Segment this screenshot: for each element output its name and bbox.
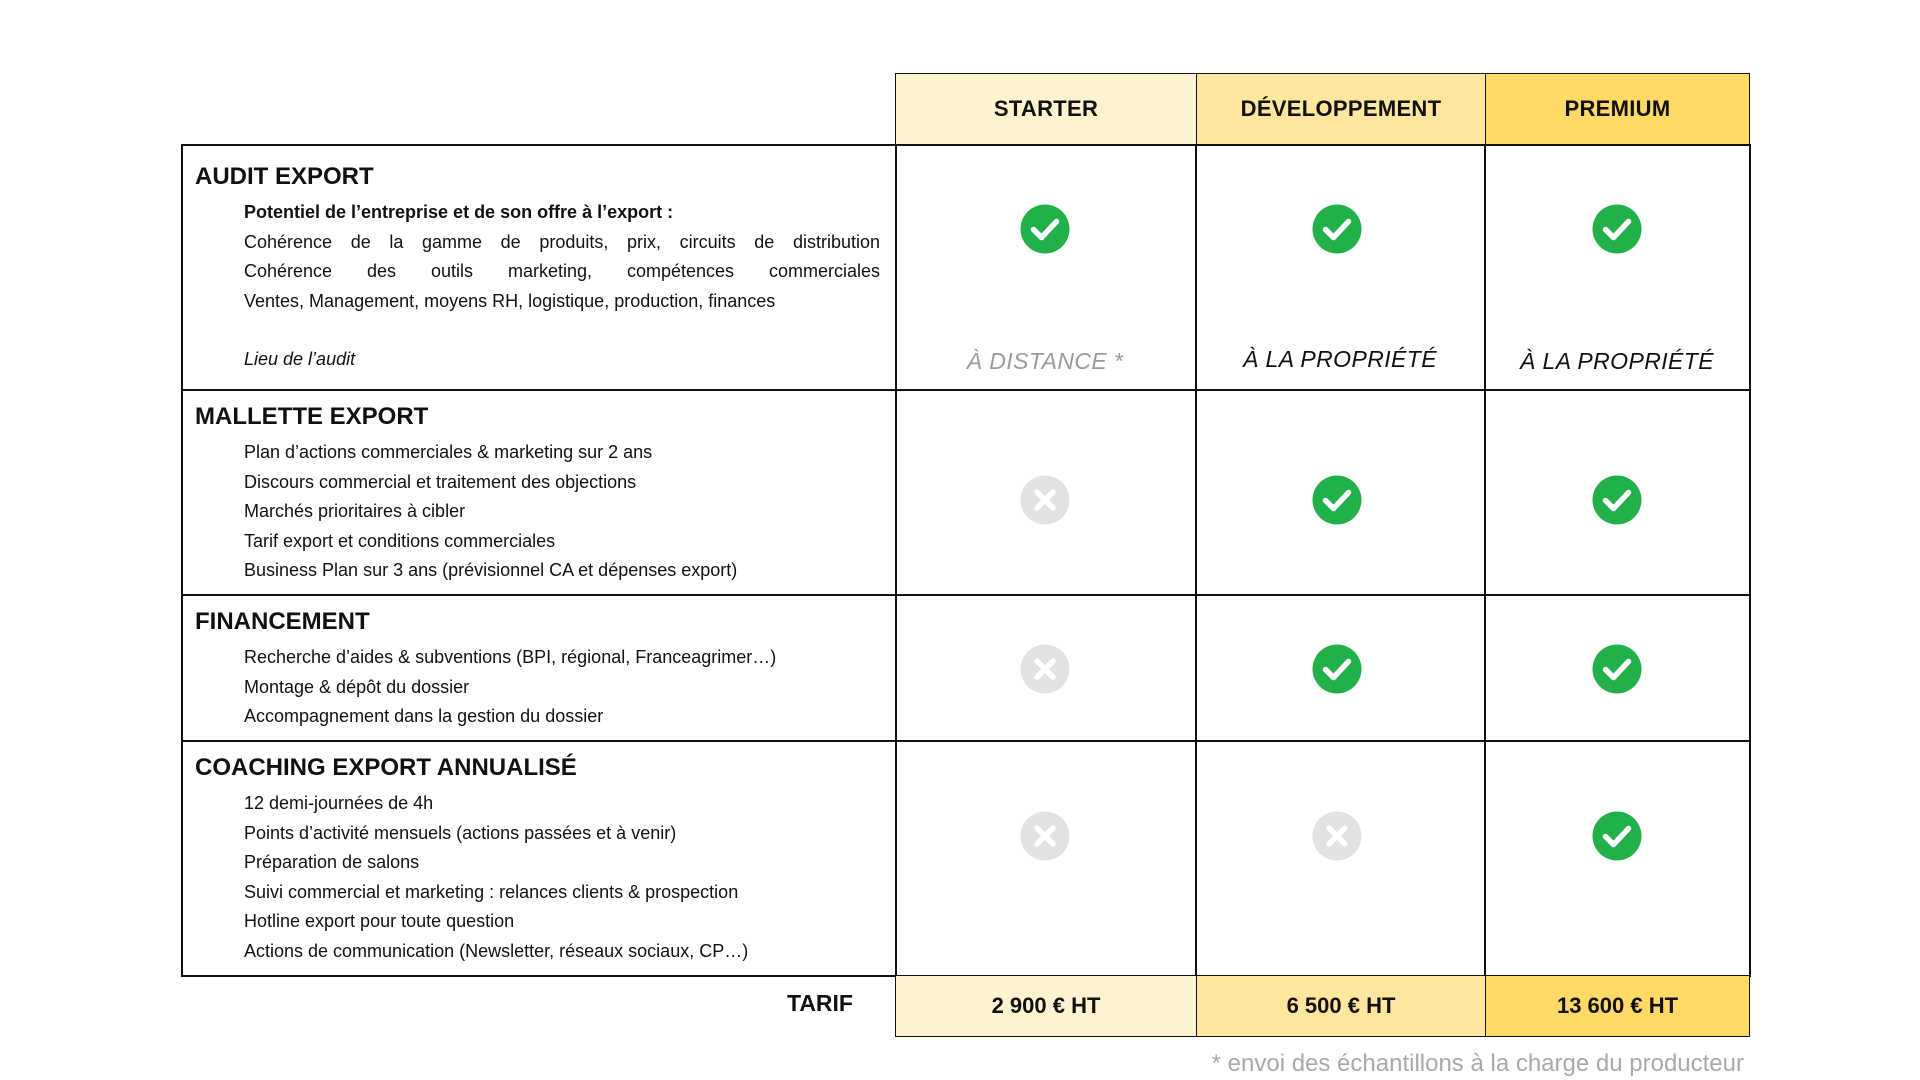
check-icon [1020, 204, 1070, 254]
section-title: COACHING EXPORT ANNUALISÉ [195, 754, 577, 781]
list-item: Ventes, Management, moyens RH, logistique, production, finances [244, 290, 776, 311]
check-icon [1312, 475, 1362, 525]
list-item: Montage & dépôt du dossier [244, 676, 470, 697]
list-item: Préparation de salons [244, 852, 420, 872]
price-developpement: 6 500 € HT [1196, 975, 1485, 1037]
cross-icon [1020, 644, 1070, 694]
header-premium: PREMIUM [1485, 73, 1750, 145]
list-item: Hotline export pour toute question [244, 911, 515, 931]
feature-list [244, 198, 880, 316]
section-title: AUDIT EXPORT [195, 163, 374, 190]
feature-list [244, 438, 880, 586]
check-icon [1592, 811, 1642, 861]
list-item: Marchés prioritaires à cibler [244, 501, 466, 521]
list-item: 12 demi-journées de 4h [244, 793, 434, 813]
list-item: Discours commercial et traitement des objections [244, 471, 637, 492]
header-starter: STARTER [895, 73, 1196, 145]
list-item: Potentiel de l’entreprise et de son offre à l’export : [244, 202, 674, 222]
location-premium: À LA PROPRIÉTÉ [1520, 348, 1714, 374]
location-developpement: À LA PROPRIÉTÉ [1243, 346, 1437, 372]
list-item: Actions de communication (Newsletter, réseaux sociaux, CP…) [244, 940, 749, 961]
check-icon [1312, 204, 1362, 254]
feature-list [244, 789, 880, 966]
list-item: Business Plan sur 3 ans (prévisionnel CA et dépenses export) [244, 560, 738, 580]
list-item: Tarif export et conditions commerciales [244, 530, 556, 551]
list-item: Accompagnement dans la gestion du dossier [244, 706, 604, 726]
check-icon [1592, 644, 1642, 694]
cross-icon [1020, 811, 1070, 861]
footnote: * envoi des échantillons à la charge du producteur [1211, 1050, 1744, 1077]
check-icon [1312, 644, 1362, 694]
cross-icon [1312, 811, 1362, 861]
list-item: Cohérence des outils marketing, compétences commerciales [244, 261, 880, 281]
header-developpement: DÉVELOPPEMENT [1196, 73, 1485, 145]
list-item: Cohérence de la gamme de produits, prix, circuits de distribution [244, 231, 880, 252]
list-item: Plan d’actions commerciales & marketing sur 2 ans [244, 442, 653, 462]
check-icon [1592, 204, 1642, 254]
tarif-label: TARIF [786, 990, 853, 1016]
cross-icon [1020, 475, 1070, 525]
list-item: Recherche d’aides & subventions (BPI, régional, Franceagrimer…) [244, 647, 777, 667]
check-icon [1592, 475, 1642, 525]
audit-location-label: Lieu de l’audit [244, 349, 356, 369]
section-title: FINANCEMENT [195, 608, 370, 635]
price-premium: 13 600 € HT [1485, 975, 1750, 1037]
feature-list [244, 643, 880, 732]
section-title: MALLETTE EXPORT [195, 403, 429, 430]
price-starter: 2 900 € HT [895, 975, 1196, 1037]
location-starter: À DISTANCE * [966, 348, 1124, 374]
list-item: Suivi commercial et marketing : relances clients & prospection [244, 881, 739, 902]
list-item: Points d’activité mensuels (actions passées et à venir) [244, 822, 677, 843]
